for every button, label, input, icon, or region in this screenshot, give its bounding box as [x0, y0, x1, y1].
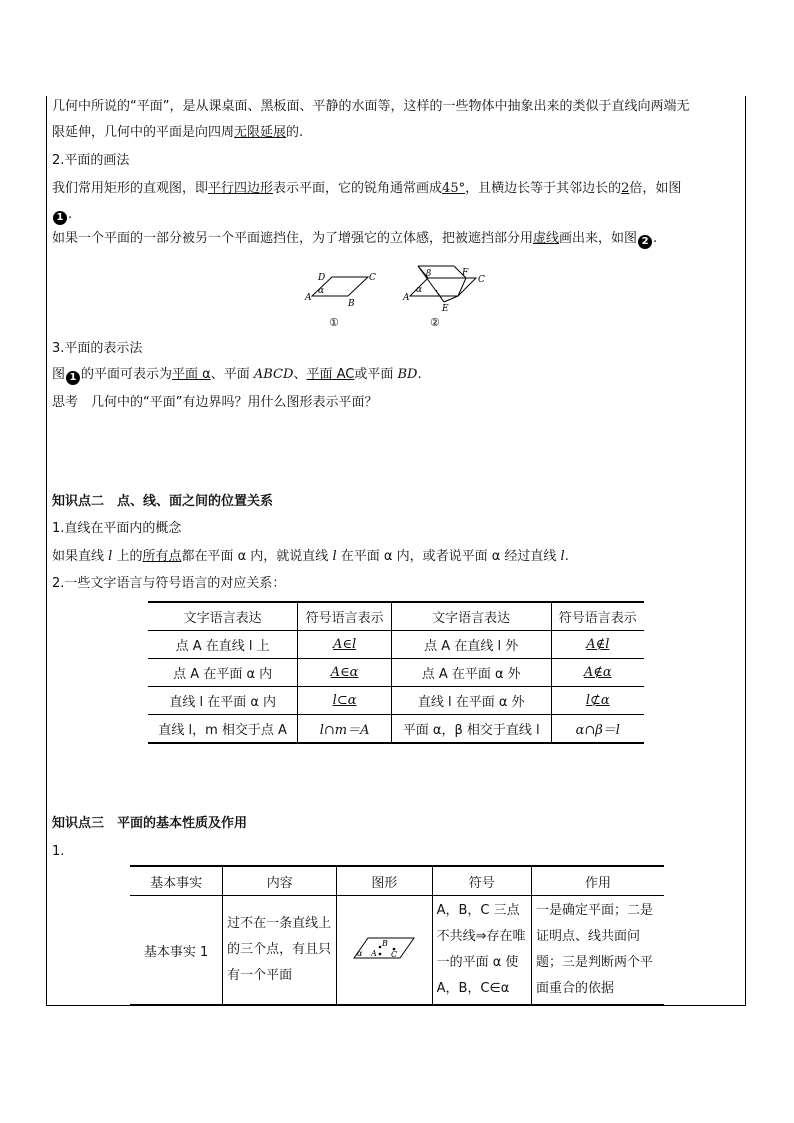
kp2-sub2: 2.一些文字语言与符号语言的对应关系：: [52, 576, 286, 591]
kp2-sub1: 1.直线在平面内的概念: [52, 521, 182, 536]
table-row: [148, 715, 644, 744]
think-question: 思考 几何中的“平面”有边界吗？用什么图形表示平面？: [52, 395, 378, 410]
fig2-label-C: C: [478, 275, 485, 285]
intro-line-1: 几何中所说的“平面”，是从课桌面、黑板面、平静的水面等，这样的一些物体中抽象出来的类似于直线向两端无: [52, 99, 690, 114]
table-cell: 基本事实 1: [130, 896, 223, 1006]
table-header: 符号: [432, 866, 531, 896]
three-points-plane-figure: [346, 928, 422, 968]
table-cell: l∩m＝A: [298, 715, 391, 744]
table-cell: 点 A 在平面 α 外: [391, 659, 551, 687]
kp2-definition: 如果直线 l 上的所有点都在平面 α 内，就说直线 l 在平面 α 内，或者说平面 α 经过直线 l.: [52, 549, 569, 564]
table-cell: A∈α: [298, 659, 391, 687]
fig1-caption: ①: [329, 316, 339, 329]
table-row: [130, 896, 664, 1006]
table-cell: 直线 l 在平面 α 外: [391, 687, 551, 715]
fig2-label-A: A: [403, 293, 410, 303]
fig1-label-B: B: [348, 299, 355, 309]
figure-ref-2: 2: [638, 235, 652, 249]
table-cell: 点 A 在直线 l 上: [148, 631, 298, 659]
drawing-line-2: 1 .: [52, 206, 72, 225]
table-cell: 平面 α，β 相交于直线 l: [391, 715, 551, 744]
intro-line-2: 限延伸，几何中的平面是向四周无限延展的.: [52, 125, 304, 140]
table-header: 符号语言表示: [551, 602, 644, 631]
table-row: [148, 687, 644, 715]
table-row: [148, 659, 644, 687]
fig1-label-C: C: [369, 273, 376, 283]
table-cell-figure: [337, 896, 432, 1006]
table-header: 文字语言表达: [391, 602, 551, 631]
table-cell: l⊄α: [551, 687, 644, 715]
fig1-label-D: D: [318, 273, 326, 283]
heading-plane-drawing: 2.平面的画法: [52, 153, 130, 168]
table-header: 符号语言表示: [298, 602, 391, 631]
fig1-label-alpha: α: [318, 286, 325, 296]
figure-ref-1b: 1: [66, 371, 80, 385]
table-header: 内容: [223, 866, 337, 896]
kp3-number: 1.: [52, 844, 65, 859]
fig2-label-E: E: [442, 304, 449, 314]
table-row: [148, 631, 644, 659]
table-cell: 点 A 在平面 α 内: [148, 659, 298, 687]
kp2-heading: 知识点二 点、线、面之间的位置关系: [52, 494, 274, 509]
table-cell: A，B，C 三点不共线⇒存在唯一的平面 α 使 A，B，C∈α: [432, 896, 531, 1006]
fig1-label-A: A: [305, 293, 312, 303]
fig3-label-A: A: [371, 949, 378, 958]
drawing-line-1: 我们常用矩形的直观图，即平行四边形表示平面，它的锐角通常画成45°，且横边长等于其邻边长的2倍，如图: [52, 181, 682, 196]
table-cell: A∉α: [551, 659, 644, 687]
table-cell: A∈l: [298, 631, 391, 659]
table-cell: 点 A 在直线 l 外: [391, 631, 551, 659]
table-cell: 过不在一条直线上的三个点，有且只有一个平面: [223, 896, 337, 1006]
fig2-label-alpha: α: [416, 285, 423, 295]
table-header: 图形: [337, 866, 432, 896]
fig3-label-B: B: [382, 939, 389, 948]
figure-ref-1: 1: [53, 211, 67, 225]
table-cell: α∩β＝l: [551, 715, 644, 744]
basic-facts-table: [130, 865, 664, 1006]
figure-1-parallelogram: [300, 266, 390, 332]
table-cell: 直线 l，m 相交于点 A: [148, 715, 298, 744]
drawing-line-3: 如果一个平面的一部分被另一个平面遮挡住，为了增强它的立体感，把被遮挡部分用虚线画出来，如图 2 .: [52, 231, 658, 247]
kp3-heading: 知识点三 平面的基本性质及作用: [52, 816, 248, 831]
relations-table: [148, 601, 644, 744]
notation-line: 图 1 的平面可表示为平面 α、平面 ABCD、平面 AC或平面 BD.: [52, 367, 422, 383]
fig2-label-beta: β: [426, 269, 432, 279]
fig2-label-F: F: [462, 268, 469, 278]
fig3-label-alpha: α: [357, 949, 363, 958]
table-header: 基本事实: [130, 866, 223, 896]
fig3-label-C: C: [391, 950, 398, 959]
table-cell: A∉l: [551, 631, 644, 659]
table-cell: 一是确定平面；二是证明点、线共面问题；三是判断两个平面重合的依据: [532, 896, 664, 1006]
fig2-caption: ②: [430, 316, 440, 329]
table-header: 文字语言表达: [148, 602, 298, 631]
table-cell: 直线 l 在平面 α 内: [148, 687, 298, 715]
table-header-row: [130, 866, 664, 896]
table-cell: l⊂α: [298, 687, 391, 715]
figure-2-intersecting-planes: [396, 260, 496, 332]
heading-plane-notation: 3.平面的表示法: [52, 341, 143, 356]
table-header-row: [148, 602, 644, 631]
table-header: 作用: [532, 866, 664, 896]
